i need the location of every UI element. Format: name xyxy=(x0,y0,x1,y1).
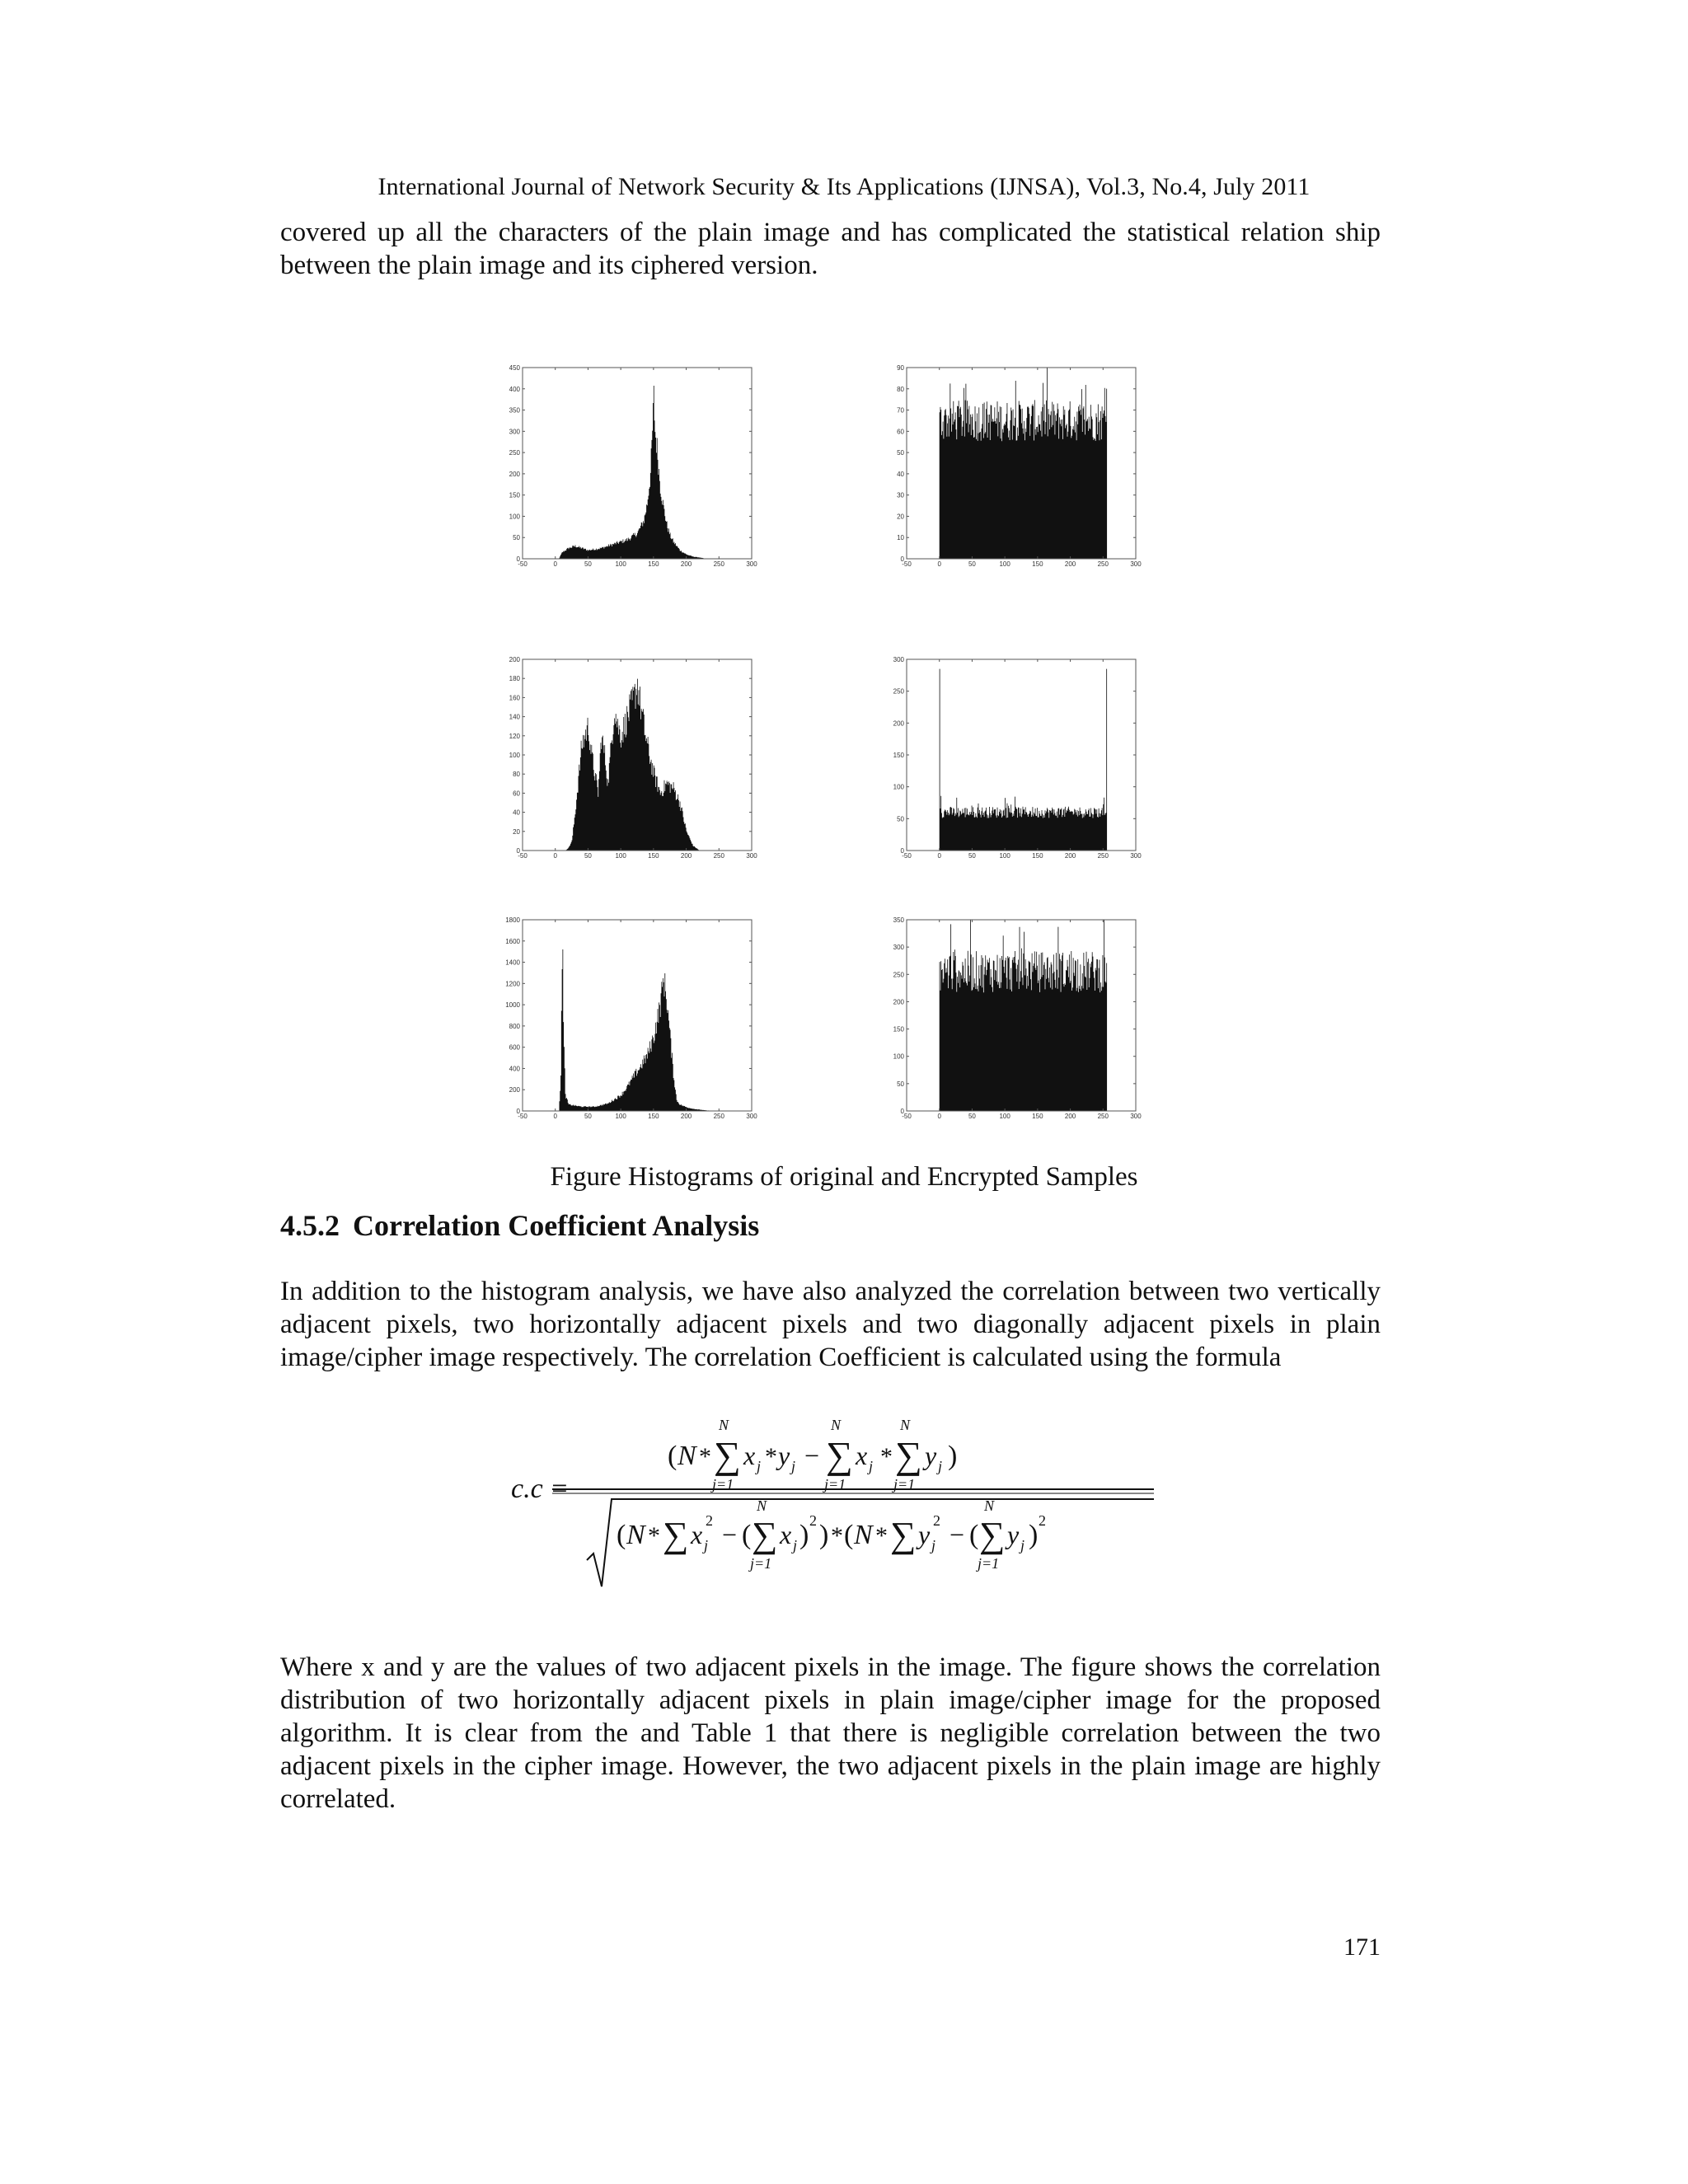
den-x1-sq: 2 xyxy=(706,1512,713,1529)
x-tick-label: 0 xyxy=(937,560,941,568)
den-open4: ( xyxy=(969,1520,979,1550)
histogram-row1-left xyxy=(509,364,758,568)
y-tick-label: 70 xyxy=(897,406,904,415)
sum-sign-3: ∑ xyxy=(895,1434,922,1476)
den-x2-sub: j xyxy=(793,1537,798,1554)
sum-sign-2: ∑ xyxy=(826,1434,853,1476)
y-tick-label: 100 xyxy=(509,752,520,759)
histogram-grid xyxy=(495,354,1170,1129)
x-tick-label: 50 xyxy=(584,1113,592,1120)
y-tick-label: 400 xyxy=(509,385,520,393)
y-tick-label: 250 xyxy=(509,449,520,457)
x-tick-label: 200 xyxy=(1064,1113,1076,1120)
formula-lhs: c.c = xyxy=(511,1474,570,1504)
den-y1-sub: j xyxy=(931,1537,936,1554)
den-N1: N xyxy=(626,1520,645,1550)
num-y1: y xyxy=(778,1441,790,1470)
sum7-lower: j=1 xyxy=(978,1555,1000,1572)
y-tick-label: 350 xyxy=(509,406,520,415)
x-tick-label: 250 xyxy=(1097,852,1109,860)
den-star2: * xyxy=(831,1522,843,1549)
y-tick-label: 0 xyxy=(900,847,904,855)
x-tick-label: 200 xyxy=(680,852,692,860)
num-x2: x xyxy=(856,1441,868,1470)
x-tick-label: 0 xyxy=(553,1113,557,1120)
histogram-figure xyxy=(495,354,1170,1129)
y-tick-label: 250 xyxy=(893,687,904,696)
x-tick-label: 250 xyxy=(713,852,724,860)
x-tick-label: 100 xyxy=(999,852,1010,860)
num-x1: x xyxy=(743,1441,756,1470)
x-tick-label: 200 xyxy=(1064,560,1076,568)
y-tick-label: 0 xyxy=(516,1108,520,1115)
histogram-row3-right xyxy=(893,916,1142,1120)
x-tick-label: -50 xyxy=(518,560,528,568)
x-tick-label: 200 xyxy=(1064,852,1076,860)
sum-sign-5: ∑ xyxy=(752,1515,778,1555)
den-open3: ( xyxy=(844,1520,854,1550)
numerator-star3: * xyxy=(880,1443,893,1470)
y-tick-label: 1400 xyxy=(505,958,520,967)
den-close1: ) xyxy=(819,1520,829,1550)
den-minus1: − xyxy=(722,1520,738,1549)
numerator-minus: − xyxy=(804,1441,820,1470)
sum-sign-4: ∑ xyxy=(663,1515,689,1555)
den-close4: ) xyxy=(1029,1520,1039,1550)
x-tick-label: 50 xyxy=(968,1113,976,1120)
y-tick-label: 1000 xyxy=(505,1001,520,1010)
x-tick-label: 200 xyxy=(680,560,692,568)
histogram-bars xyxy=(559,386,706,559)
den-y2: y xyxy=(1007,1520,1020,1549)
x-tick-label: 250 xyxy=(713,1113,724,1120)
y-tick-label: 1800 xyxy=(505,916,520,924)
den-y1-sq: 2 xyxy=(933,1512,940,1529)
x-tick-label: 150 xyxy=(1032,852,1043,860)
x-tick-label: 300 xyxy=(746,560,757,568)
y-tick-label: 40 xyxy=(513,808,520,817)
histogram-bars xyxy=(940,669,1107,851)
y-tick-label: 80 xyxy=(513,771,520,779)
y-tick-label: 80 xyxy=(897,385,904,393)
x-tick-label: 200 xyxy=(680,1113,692,1120)
x-tick-label: 150 xyxy=(648,560,659,568)
y-tick-label: 0 xyxy=(516,555,520,563)
den-close2: ) xyxy=(799,1520,809,1550)
y-tick-label: 100 xyxy=(509,513,520,521)
x-tick-label: 100 xyxy=(999,1113,1010,1120)
y-tick-label: 100 xyxy=(893,783,904,791)
y-tick-label: 200 xyxy=(509,656,520,663)
y-tick-label: 200 xyxy=(893,719,904,728)
den-star3: * xyxy=(875,1522,888,1549)
x-tick-label: -50 xyxy=(518,852,528,860)
y-tick-label: 60 xyxy=(513,790,520,798)
numerator-open: ( xyxy=(668,1441,678,1471)
journal-header: International Journal of Network Security & Its Applications (IJNSA), Vol.3, No.4, July 2011 xyxy=(377,173,1311,200)
y-tick-label: 1200 xyxy=(505,980,520,988)
x-tick-label: 300 xyxy=(1130,1113,1142,1120)
y-tick-label: 200 xyxy=(893,998,904,1006)
histogram-bars xyxy=(565,679,699,851)
x-tick-label: -50 xyxy=(902,560,912,568)
histogram-bars xyxy=(940,920,1107,1111)
x-tick-label: 100 xyxy=(615,560,626,568)
x-tick-label: 50 xyxy=(584,852,592,860)
x-tick-label: 100 xyxy=(615,852,626,860)
figure-caption: Figure Histograms of original and Encrypted Samples xyxy=(550,1162,1138,1192)
x-tick-label: 150 xyxy=(648,852,659,860)
sum2-upper: N xyxy=(831,1417,842,1433)
sum-sign-7: ∑ xyxy=(979,1515,1006,1555)
sum3-upper: N xyxy=(900,1417,911,1433)
x-tick-label: 300 xyxy=(746,852,757,860)
section-title: Correlation Coefficient Analysis xyxy=(353,1209,760,1242)
y-tick-label: 60 xyxy=(897,428,904,436)
sum1-lower: j=1 xyxy=(712,1476,734,1493)
numerator-N: N xyxy=(678,1441,696,1471)
sum5-lower: j=1 xyxy=(750,1555,772,1572)
numerator-star1: * xyxy=(699,1443,711,1470)
den-x1-sub: j xyxy=(704,1537,709,1554)
paragraph-results: Where x and y are the values of two adjacent pixels in the image. The figure shows the correlation distribution of two horizontally adjacent pixels in plain image/cipher image for the proposed algorithm. It is clear from the and Table 1 that there is negligible correlation between the two adjacent pixels in the cipher image. However, the two adjacent pixels in the plain image are highly correlated. xyxy=(280,1652,1381,1814)
y-tick-label: 200 xyxy=(509,470,520,478)
den-minus2: − xyxy=(950,1520,965,1549)
y-tick-label: 50 xyxy=(897,815,904,823)
y-tick-label: 150 xyxy=(509,491,520,499)
x-tick-label: 50 xyxy=(968,852,976,860)
x-tick-label: -50 xyxy=(902,852,912,860)
x-tick-label: 300 xyxy=(746,1113,757,1120)
y-tick-label: 0 xyxy=(900,1108,904,1115)
x-tick-label: 100 xyxy=(999,560,1010,568)
y-tick-label: 300 xyxy=(893,944,904,952)
y-tick-label: 350 xyxy=(893,916,904,924)
histogram-row3-left xyxy=(505,916,757,1120)
y-tick-label: 50 xyxy=(513,534,520,542)
den-open2: ( xyxy=(742,1520,752,1550)
x-tick-label: 50 xyxy=(968,560,976,568)
x-tick-label: 300 xyxy=(1130,560,1142,568)
histogram-row1-right xyxy=(897,364,1142,568)
y-tick-label: 180 xyxy=(509,675,520,683)
sum7-upper: N xyxy=(984,1497,995,1514)
y-tick-label: 400 xyxy=(509,1065,520,1073)
x-tick-label: 0 xyxy=(553,852,557,860)
y-tick-label: 300 xyxy=(509,428,520,436)
y-tick-label: 40 xyxy=(897,470,904,478)
x-tick-label: 300 xyxy=(1130,852,1142,860)
page-number: 171 xyxy=(1343,1933,1381,1961)
y-tick-label: 10 xyxy=(897,534,904,542)
x-tick-label: 150 xyxy=(1032,560,1043,568)
y-tick-label: 300 xyxy=(893,656,904,663)
y-tick-label: 150 xyxy=(893,1025,904,1033)
y-tick-label: 600 xyxy=(509,1043,520,1052)
y-tick-label: 200 xyxy=(509,1086,520,1094)
histogram-row2-left xyxy=(509,656,758,860)
y-tick-label: 30 xyxy=(897,491,904,499)
den-N2: N xyxy=(854,1520,873,1550)
num-x1-sub: j xyxy=(757,1458,762,1474)
axes-frame xyxy=(523,368,752,559)
y-tick-label: 0 xyxy=(900,555,904,563)
sum2-lower: j=1 xyxy=(824,1476,846,1493)
x-tick-label: -50 xyxy=(902,1113,912,1120)
sum3-lower: j=1 xyxy=(893,1476,916,1493)
y-tick-label: 450 xyxy=(509,364,520,372)
num-y2-sub: j xyxy=(938,1458,943,1474)
numerator-close: ) xyxy=(948,1441,958,1471)
y-tick-label: 800 xyxy=(509,1022,520,1030)
histogram-bars xyxy=(940,368,1107,559)
den-x2-sq: 2 xyxy=(809,1512,817,1529)
section-number: 4.5.2 xyxy=(280,1209,340,1242)
y-tick-label: 50 xyxy=(897,1080,904,1088)
x-tick-label: 150 xyxy=(648,1113,659,1120)
x-tick-label: 250 xyxy=(1097,1113,1109,1120)
den-x2: x xyxy=(780,1520,792,1549)
x-tick-label: 150 xyxy=(1032,1113,1043,1120)
y-tick-label: 90 xyxy=(897,364,904,372)
paragraph-correlation: In addition to the histogram analysis, we have also analyzed the correlation between two vertically adjacent pixels, two horizontally adjacent pixels and two diagonally adjacent pixels in plain image/cipher image respectively. The correlation Coefficient is calculated using the formula xyxy=(280,1277,1381,1372)
y-tick-label: 160 xyxy=(509,694,520,702)
correlation-formula xyxy=(503,1413,1162,1595)
sum5-upper: N xyxy=(757,1497,767,1514)
y-tick-label: 1600 xyxy=(505,937,520,945)
den-open1: ( xyxy=(617,1520,626,1550)
numerator-star2: * xyxy=(765,1443,777,1470)
y-tick-label: 20 xyxy=(897,513,904,521)
x-tick-label: 100 xyxy=(615,1113,626,1120)
paragraph-intro: covered up all the characters of the plain image and has complicated the statistical relation ship between the plain image and its ciphered version. xyxy=(280,218,1381,280)
den-y2-sub: j xyxy=(1020,1537,1025,1554)
x-tick-label: 0 xyxy=(937,1113,941,1120)
den-x1: x xyxy=(691,1520,703,1549)
den-y2-sq: 2 xyxy=(1039,1512,1046,1529)
x-tick-label: 250 xyxy=(713,560,724,568)
x-tick-label: 0 xyxy=(937,852,941,860)
y-tick-label: 0 xyxy=(516,847,520,855)
histogram-row2-right xyxy=(893,656,1142,860)
x-tick-label: 0 xyxy=(553,560,557,568)
y-tick-label: 50 xyxy=(897,449,904,457)
x-tick-label: 50 xyxy=(584,560,592,568)
num-y2: y xyxy=(925,1441,937,1470)
x-tick-label: -50 xyxy=(518,1113,528,1120)
y-tick-label: 250 xyxy=(893,971,904,979)
sum1-upper: N xyxy=(719,1417,729,1433)
num-y1-sub: j xyxy=(791,1458,796,1474)
y-tick-label: 140 xyxy=(509,713,520,721)
den-star1: * xyxy=(648,1522,660,1549)
y-tick-label: 100 xyxy=(893,1052,904,1061)
sum-sign-1: ∑ xyxy=(714,1434,741,1476)
num-x2-sub: j xyxy=(869,1458,874,1474)
formula-svg xyxy=(503,1413,1162,1595)
histogram-bars xyxy=(559,949,719,1111)
y-tick-label: 150 xyxy=(893,752,904,759)
y-tick-label: 20 xyxy=(513,827,520,836)
den-y1: y xyxy=(918,1520,931,1549)
x-tick-label: 250 xyxy=(1097,560,1109,568)
section-heading xyxy=(280,1208,759,1243)
sum-sign-6: ∑ xyxy=(890,1515,917,1555)
y-tick-label: 120 xyxy=(509,732,520,740)
